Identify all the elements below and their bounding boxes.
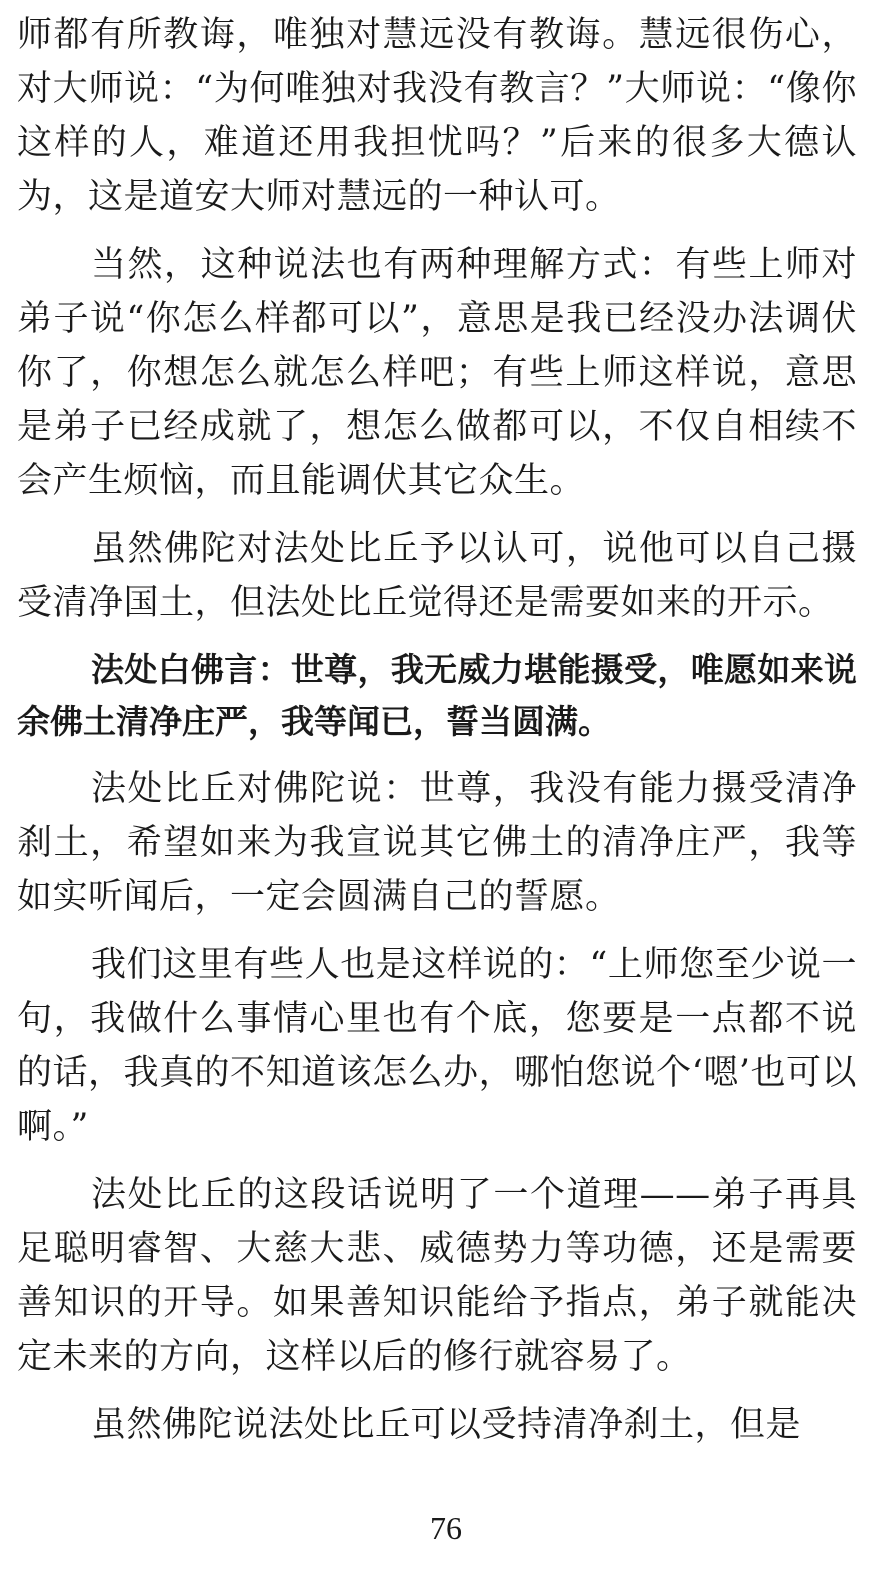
paragraph-continuation: 师都有所教诲，唯独对慧远没有教诲。慧远很伤心，对大师说：“为何唯独对我没有教言？”大师说：“像你这样的人，难道还用我担忧吗？”后来的很多大德认为，这是道安大师对慧远的一种认可。 [17, 15, 857, 217]
paragraph: 当然，这种说法也有两种理解方式：有些上师对弟子说“你怎么样都可以”，意思是我已经没办法调伏你了，你想怎么就怎么样吧；有些上师这样说，意思是弟子已经成就了，想怎么做都可以，不仅自相续不会产生烦恼，而且能调伏其它众生。 [17, 245, 857, 501]
paragraph: 法处比丘对佛陀说：世尊，我没有能力摄受清净刹土，希望如来为我宣说其它佛土的清净庄严，我等如实听闻后，一定会圆满自己的誓愿。 [17, 769, 857, 917]
paragraph: 法处比丘的这段话说明了一个道理——弟子再具足聪明睿智、大慈大悲、威德势力等功德，还是需要善知识的开导。如果善知识能给予指点，弟子就能决定未来的方向，这样以后的修行就容易了。 [17, 1175, 857, 1377]
paragraph: 虽然佛陀对法处比丘予以认可，说他可以自己摄受清净国土，但法处比丘觉得还是需要如来的开示。 [17, 529, 857, 623]
page-body [17, 8, 857, 1466]
page-number: 76 [430, 1510, 462, 1546]
paragraph: 我们这里有些人也是这样说的：“上师您至少说一句，我做什么事情心里也有个底，您要是一点都不说的话，我真的不知道该怎么办，哪怕您说个‘嗯’也可以啊。” [17, 945, 857, 1147]
paragraph-cut-off: 虽然佛陀说法处比丘可以受持清净刹土，但是 [91, 1405, 802, 1445]
scripture-quote: 法处白佛言：世尊，我无威力堪能摄受，唯愿如来说余佛土清净庄严，我等闻已，誓当圆满。 [17, 650, 857, 741]
